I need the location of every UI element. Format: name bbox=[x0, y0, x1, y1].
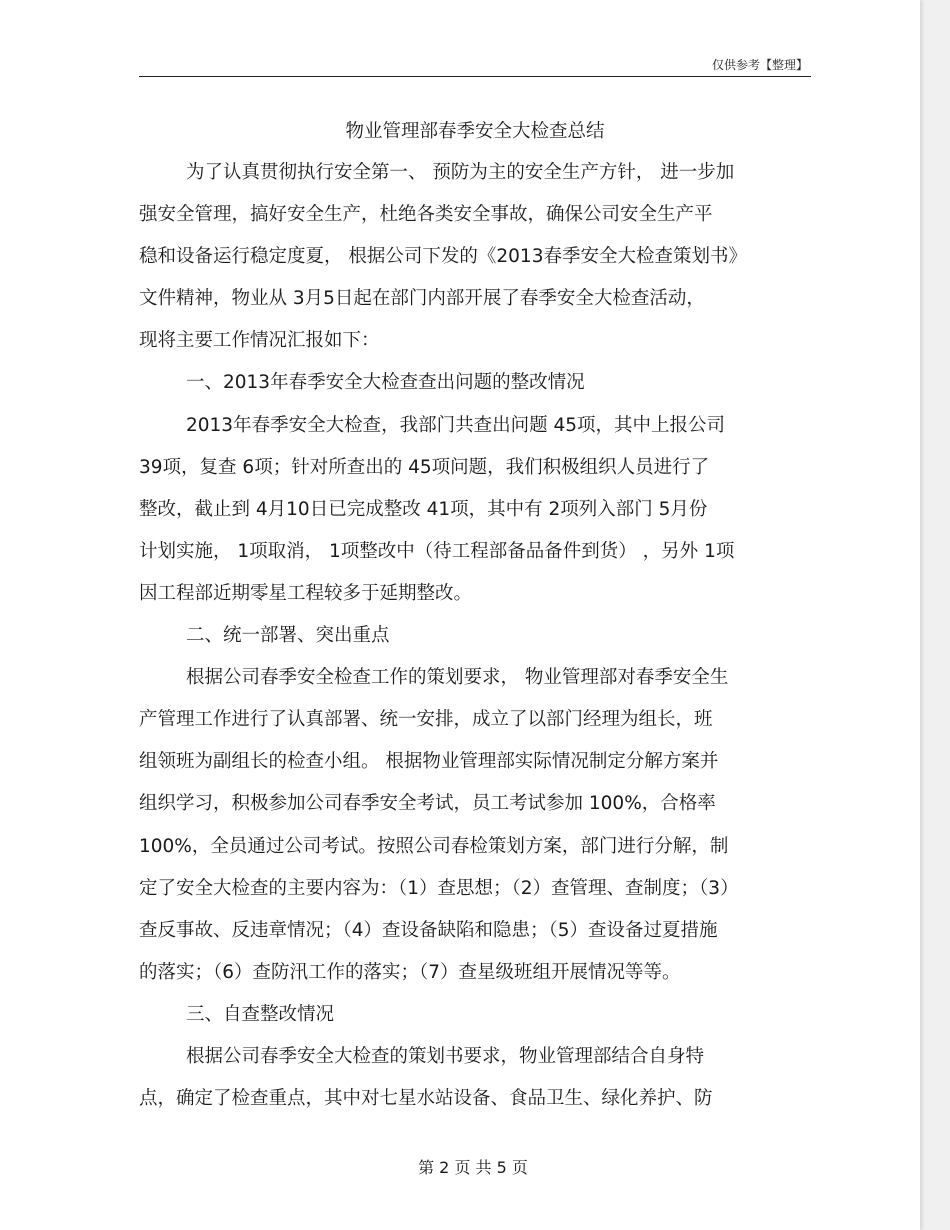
header-note: 仅供参考【整理】 bbox=[711, 58, 808, 72]
text-line: 2013年春季安全大检查，我部门共查出问题 45项，其中上报公司 bbox=[186, 414, 726, 436]
text-line: 组领班为副组长的检查小组。 根据物业管理部实际情况制定分解方案并 bbox=[139, 751, 719, 773]
text-line: 强安全管理，搞好安全生产，杜绝各类安全事故，确保公司安全生产平 bbox=[139, 204, 713, 226]
text-line: 定了安全大检查的主要内容为：（1）查思想；（2）查管理、查制度；（3） bbox=[139, 877, 739, 899]
text-line: 整改，截止到 4月10日已完成整改 41项，其中有 2项列入部门 5月份 bbox=[139, 498, 708, 520]
text-line: 为了认真贯彻执行安全第一、 预防为主的安全生产方针， 进一步加 bbox=[186, 162, 735, 183]
text-line: 二、统一部署、突出重点 bbox=[186, 625, 390, 647]
page-number: 第 2 页 共 5 页 bbox=[418, 1158, 528, 1177]
text-line: 100%，全员通过公司考试。按照公司春检策划方案，部门进行分解，制 bbox=[139, 835, 729, 857]
text-line: 点，确定了检查重点，其中对七星水站设备、食品卫生、绿化养护、防 bbox=[139, 1088, 713, 1110]
text-line: 根据公司春季安全检查工作的策划要求， 物业管理部对春季安全生 bbox=[186, 667, 729, 689]
text-line: 因工程部近期零星工程较多于延期整改。 bbox=[139, 582, 473, 604]
text-line: 的落实；（6）查防汛工作的落实；（7）查星级班组开展情况等等。 bbox=[139, 961, 681, 983]
document-lines bbox=[139, 152, 811, 1120]
document-body bbox=[139, 112, 811, 1120]
text-line: 三、自查整改情况 bbox=[186, 1003, 335, 1025]
text-line: 39项，复查 6项；针对所查出的 45项问题，我们积极组织人员进行了 bbox=[139, 456, 710, 478]
text-line: 一、2013年春季安全大检查查出问题的整改情况 bbox=[186, 372, 585, 394]
document-title: 物业管理部春季安全大检查总结 bbox=[345, 121, 605, 142]
text-line: 产管理工作进行了认真部署、统一安排，成立了以部门经理为组长，班 bbox=[139, 709, 713, 731]
header-rule bbox=[139, 76, 811, 77]
text-line: 计划实施， 1项取消， 1项整改中（待工程部备品备件到货） ，另外 1项 bbox=[139, 540, 735, 562]
text-line: 查反事故、反违章情况；（4）查设备缺陷和隐患；（5）查设备过夏措施 bbox=[139, 919, 718, 941]
text-line: 根据公司春季安全大检查的策划书要求，物业管理部结合自身特 bbox=[186, 1045, 705, 1067]
text-line: 文件精神，物业从 3月5日起在部门内部开展了春季安全大检查活动， bbox=[139, 288, 705, 310]
text-line: 稳和设备运行稳定度夏， 根据公司下发的《2013春季安全大检查策划书》 bbox=[139, 246, 747, 268]
text-line: 组织学习，积极参加公司春季安全考试，员工考试参加 100%，合格率 bbox=[139, 793, 716, 815]
text-line: 现将主要工作情况汇报如下： bbox=[139, 330, 380, 352]
